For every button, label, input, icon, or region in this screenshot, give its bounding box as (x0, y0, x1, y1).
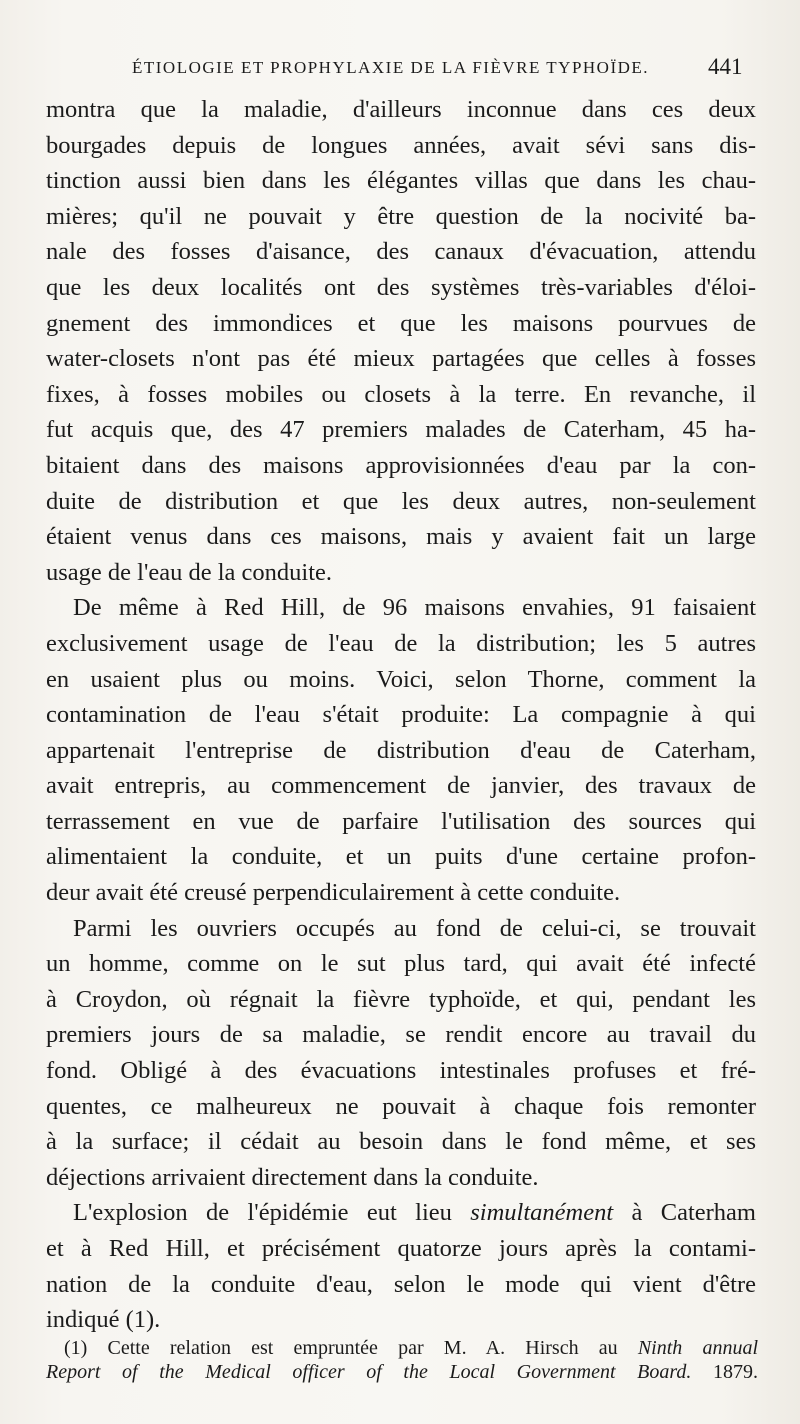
text-run: à Caterham (613, 1199, 756, 1227)
text-line: premiers jours de sa maladie, se rendit encore au travail du (46, 1021, 756, 1049)
text-line: appartenait l'entreprise de distribution d'eau de Caterham, (46, 736, 756, 764)
text-line: exclusivement usage de l'eau de la distribution; les 5 autres (46, 629, 756, 657)
page-header (0, 52, 800, 86)
text-run: (1) Cette relation est empruntée par M. A. Hirsch au (64, 1337, 638, 1359)
paragraph-2 (46, 590, 756, 910)
text-line: usage de l'eau de la conduite. (46, 558, 333, 586)
text-line: déjections arrivaient directement dans la conduite. (46, 1163, 539, 1191)
paragraph-4 (46, 1195, 756, 1337)
text-line: avait entrepris, au commencement de janvier, des travaux de (46, 772, 756, 800)
body-text (46, 92, 756, 1338)
text-line: bourgades depuis de longues années, avait sévi sans dis- (46, 131, 756, 159)
text-line: quentes, ce malheureux ne pouvait à chaque fois remonter (46, 1092, 756, 1120)
text-run: 1879. (691, 1361, 758, 1383)
text-line: tinction aussi bien dans les élégantes villas que dans les chau- (46, 167, 756, 195)
running-title: ÉTIOLOGIE ET PROPHYLAXIE DE LA FIÈVRE TYPHOÏDE. (132, 58, 650, 77)
text-line: Parmi les ouvriers occupés au fond de celui-ci, se trouvait (73, 914, 756, 942)
italic-run: Report of the Medical officer of the Local Government Board. (46, 1361, 692, 1383)
text-line-with-italic (46, 1195, 756, 1231)
text-line: en usaient plus ou moins. Voici, selon Thorne, comment la (46, 665, 756, 693)
text-line: deur avait été creusé perpendiculairement à cette conduite. (46, 879, 621, 907)
text-line: à Croydon, où régnait la fièvre typhoïde, et qui, pendant les (46, 985, 756, 1013)
text-line: indiqué (1). (46, 1306, 161, 1334)
text-line: gnement des immondices et que les maisons pourvues de (46, 309, 756, 337)
page-number: 441 (708, 54, 743, 79)
text-line: alimentaient la conduite, et un puits d'une certaine profon- (46, 843, 756, 871)
text-line: fond. Obligé à des évacuations intestinales profuses et fré- (46, 1057, 756, 1085)
text-line: fixes, à fosses mobiles ou closets à la terre. En revanche, il (46, 380, 756, 408)
text-line: à la surface; il cédait au besoin dans le fond même, et ses (46, 1128, 756, 1156)
text-line: contamination de l'eau s'était produite: La compagnie à qui (46, 701, 756, 729)
text-line: que les deux localités ont des systèmes très-variables d'éloi- (46, 273, 756, 301)
text-line: duite de distribution et que les deux autres, non-seulement (46, 487, 756, 515)
footnote-line (46, 1336, 758, 1360)
paragraph-3 (46, 911, 756, 1196)
text-line: montra que la maladie, d'ailleurs inconnue dans ces deux (46, 96, 756, 123)
text-line: fut acquis que, des 47 premiers malades de Caterham, 45 ha- (46, 416, 756, 444)
text-line: mières; qu'il ne pouvait y être question de la nocivité ba- (46, 202, 756, 230)
text-run: L'explosion de l'épidémie eut lieu (73, 1199, 471, 1227)
text-line: et à Red Hill, et précisément quatorze jours après la contami- (46, 1235, 756, 1262)
footnote-line (46, 1360, 758, 1384)
footnote (46, 1336, 758, 1384)
text-line: nation de la conduite d'eau, selon le mode qui vient d'être (46, 1270, 756, 1298)
text-line: nale des fosses d'aisance, des canaux d'évacuation, attendu (46, 238, 756, 266)
italic-run: Ninth annual (637, 1337, 758, 1359)
text-line: terrassement en vue de parfaire l'utilisation des sources qui (46, 807, 756, 835)
paragraph-1 (46, 92, 756, 590)
text-line: bitaient dans des maisons approvisionnées d'eau par la con- (46, 451, 756, 479)
text-line: water-closets n'ont pas été mieux partagées que celles à fosses (46, 345, 756, 373)
text-line: De même à Red Hill, de 96 maisons envahies, 91 faisaient (73, 594, 756, 622)
text-line: un homme, comme on le sut plus tard, qui avait été infecté (46, 950, 756, 978)
text-line: étaient venus dans ces maisons, mais y avaient fait un large (46, 523, 756, 551)
italic-word: simultanément (470, 1199, 614, 1227)
